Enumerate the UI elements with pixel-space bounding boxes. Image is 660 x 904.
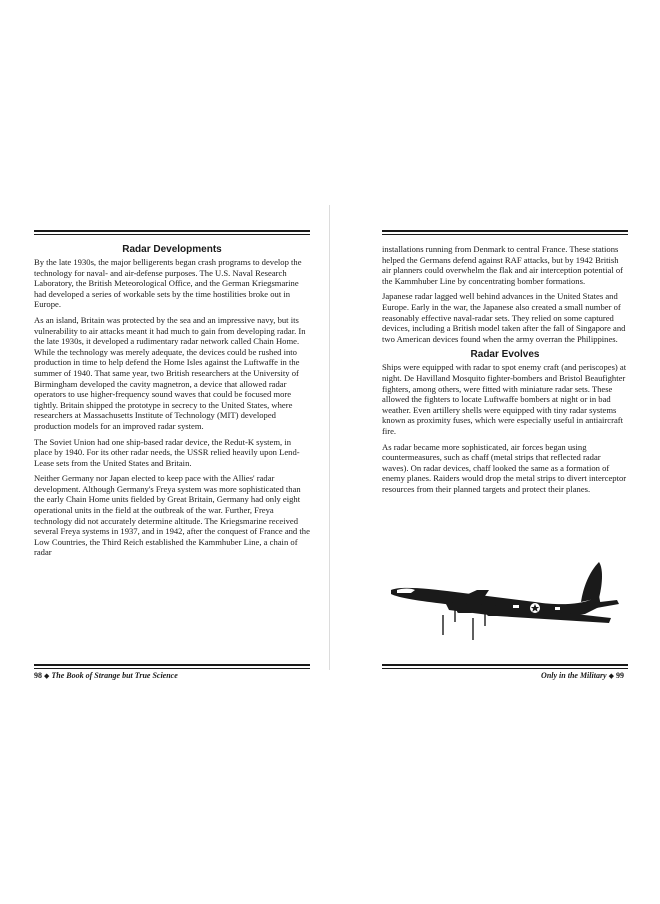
top-rule-right	[382, 230, 628, 235]
bomber-plane-icon	[385, 560, 623, 650]
paragraph: As an island, Britain was protected by the sea and an impressive navy, but its vulnerability to air attacks meant it had much to gain from developing radar. In the late 1930s, it developed a rudimentary radar network called Chain Home. While the technology was merely adequate, the devices could be rushed into production in time to help defend the Home Isles against the Luftwaffe in the summer of 1940. That same year, two British researchers at the University of Birmingham developed the cavity magnetron, a device that allowed radar operators to use higher-frequency sound waves that could be focused more tightly. Britain shipped the prototype in secrecy to the United States, where researchers at Massachusetts Institute of Technology (MIT) developed production models for an improved radar system.	[34, 314, 306, 431]
folio-separator: ◆	[608, 672, 614, 680]
paragraph: Japanese radar lagged well behind advances in the United States and Europe. Early in the war, the Japanese also created a small number of reasonably effective naval-radar sets. They relied on some captured devices, including a British model taken after the fall of Singapore and two American devices found when the army overran the Philippines.	[382, 291, 626, 344]
section-heading-radar-developments: Radar Developments	[122, 244, 222, 255]
paragraph: Neither Germany nor Japan elected to keep pace with the Allies' radar development. Although Germany's Freya system was more sophisticated than the early Chain Home units fielded by Great Britain, Germany had only eight operational units in the field at the outbreak of the war. Further, Freya technology did not accurately determine altitude. The Kriegsmarine received several Freya systems in 1937, and in 1942, after the conquest of France and the Low Countries, the Third Reich established the Kammhuber Line, a chain of radar	[34, 473, 310, 558]
paragraph: As radar became more sophisticated, air forces began using countermeasures, such as chaff (metal strips that reflected radar waves). On radar devices, chaff looked the same as a formation of enemy planes. Raiders would drop the metal strips to divert interceptor resources from their planned targets and protect their planes.	[382, 441, 627, 494]
paragraph: installations running from Denmark to central France. These stations helped the Germans defend against RAF attacks, but by 1942 British air planners could overwhelm the flak and air interception potential of the Kammhuber Line by concentrating bomber formations.	[382, 244, 624, 286]
section-heading-radar-evolves: Radar Evolves	[470, 349, 540, 361]
folio-right	[541, 671, 624, 681]
page-number: 99	[616, 671, 624, 680]
bottom-rule-right	[382, 664, 628, 669]
page-number: 98	[34, 671, 42, 680]
folio-left	[34, 671, 178, 681]
top-rule-left	[34, 230, 310, 235]
page-gutter	[329, 205, 330, 670]
running-title: The Book of Strange but True Science	[51, 671, 178, 680]
paragraph: The Soviet Union had one ship-based radar device, the Redut-K system, in place by 1940. For its other radar needs, the USSR relied heavily upon Lend-Lease sets from the United States and Britain.	[34, 436, 300, 468]
right-column	[382, 244, 628, 499]
paragraph: By the late 1930s, the major belligerents began crash programs to develop the technology for naval- and air-defense purposes. The U.S. Naval Research Laboratory, the British Meteorological Office, and the German Kriegsmarine had developed a series of workable sets by the time hostilities broke out in Europe.	[34, 257, 302, 310]
bottom-rule-left	[34, 664, 310, 669]
left-column	[34, 244, 310, 563]
running-title: Only in the Military	[541, 671, 607, 680]
folio-separator: ◆	[44, 672, 50, 680]
paragraph: Ships were equipped with radar to spot enemy craft (and periscopes) at night. De Havilland Mosquito fighter-bombers and Bristol Beaufighter fighters, among others, were fitted with miniature radar sets. These allowed the fighters to locate Luftwaffe bombers at night or in bad weather. Even artillery shells were equipped with tiny radar systems known as proximity fuses, which were especially useful in antiaircraft fire.	[382, 362, 627, 436]
